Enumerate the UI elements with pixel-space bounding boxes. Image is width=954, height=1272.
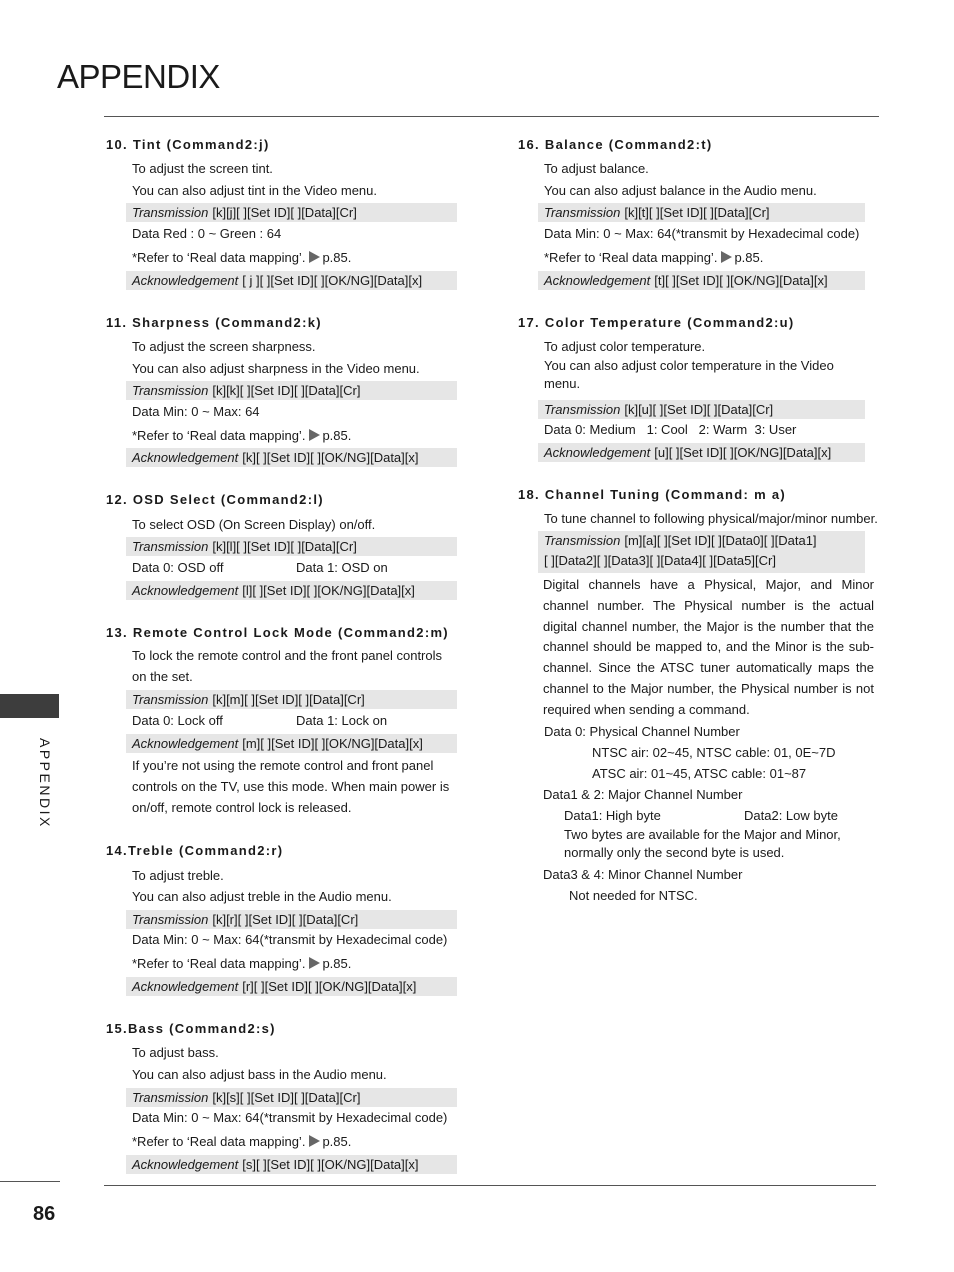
data-item: Data3 & 4: Minor Channel Number (543, 867, 743, 882)
description: To tune channel to following physical/major/minor number. (544, 511, 878, 526)
play-arrow-icon (309, 1135, 320, 1147)
transmission-value: [k][t][ ][Set ID][ ][Data][Cr] (624, 205, 770, 220)
transmission-box (126, 203, 457, 222)
transmission-label: Transmission (132, 539, 209, 554)
transmission-value: [k][u][ ][Set ID][ ][Data][Cr] (624, 402, 774, 417)
data-range: Data Min: 0 ~ Max: 64(*transmit by Hexadecimal code) (132, 932, 448, 947)
refer-page: p.85. (322, 428, 352, 443)
data-item: Data1 & 2: Major Channel Number (543, 787, 743, 802)
data-option: Data 1: OSD on (296, 560, 388, 575)
description: To adjust the screen sharpness. (132, 339, 316, 354)
acknowledgement-label: Acknowledgement (132, 450, 239, 465)
description: To adjust the screen tint. (132, 161, 273, 176)
section-heading: 14.Treble (Command2:r) (106, 843, 284, 858)
description: To adjust treble. (132, 868, 224, 883)
side-label: APPENDIX (37, 738, 53, 829)
refer-note (544, 249, 763, 266)
page-title: APPENDIX (57, 58, 220, 95)
section-heading: 16. Balance (Command2:t) (518, 137, 713, 152)
acknowledgement-value: [s][ ][Set ID][ ][OK/NG][Data][x] (242, 1157, 419, 1172)
refer-text: *Refer to ‘Real data mapping’. (132, 428, 306, 443)
transmission-value: [k][l][ ][Set ID][ ][Data][Cr] (212, 539, 357, 554)
transmission-value: [ ][Data2][ ][Data3][ ][Data4][ ][Data5][Cr] (544, 553, 776, 568)
acknowledgement-label: Acknowledgement (132, 583, 239, 598)
data-range: Data Min: 0 ~ Max: 64(*transmit by Hexadecimal code) (544, 226, 860, 241)
description: You can also adjust color temperature in the Video menu. (544, 358, 834, 391)
refer-note (132, 427, 351, 444)
acknowledgement-box (126, 977, 457, 996)
acknowledgement-value: [l][ ][Set ID][ ][OK/NG][Data][x] (242, 583, 415, 598)
data-option: Data 1: Lock on (296, 713, 388, 728)
refer-text: *Refer to ‘Real data mapping’. (132, 250, 306, 265)
transmission-box (126, 910, 457, 929)
play-arrow-icon (309, 251, 320, 263)
description: You can also adjust balance in the Audio menu. (544, 183, 817, 198)
play-arrow-icon (309, 957, 320, 969)
transmission-value: [k][r][ ][Set ID][ ][Data][Cr] (212, 912, 359, 927)
bottom-rule (104, 1185, 876, 1186)
section-heading: 10. Tint (Command2:j) (106, 137, 270, 152)
data-item-detail: Data1: High byte (564, 808, 661, 823)
description: You can also adjust treble in the Audio menu. (132, 889, 392, 904)
refer-text: *Refer to ‘Real data mapping’. (132, 956, 306, 971)
data-item-detail: ATSC air: 01~45, ATSC cable: 01~87 (592, 766, 807, 781)
description: To select OSD (On Screen Display) on/off. (132, 517, 376, 532)
acknowledgement-label: Acknowledgement (132, 736, 239, 751)
acknowledgement-box (126, 581, 457, 600)
data-option: Data 0: OSD off (132, 560, 224, 575)
transmission-label: Transmission (132, 383, 209, 398)
description: To adjust color temperature. (544, 339, 706, 354)
description: To lock the remote control and the front panel controls on the set. (132, 648, 443, 684)
data-range: Data Min: 0 ~ Max: 64(*transmit by Hexadecimal code) (132, 1110, 448, 1125)
note: If you’re not using the remote control and front panel controls on the TV, use this mode. When main power is on/off, remote control lock is released. (132, 758, 450, 815)
description: To adjust balance. (544, 161, 649, 176)
acknowledgement-box (126, 448, 457, 467)
transmission-label: Transmission (132, 692, 209, 707)
acknowledgement-value: [k][ ][Set ID][ ][OK/NG][Data][x] (242, 450, 419, 465)
acknowledgement-label: Acknowledgement (544, 445, 651, 460)
section-heading: 11. Sharpness (Command2:k) (106, 315, 322, 330)
acknowledgement-box (126, 1155, 457, 1174)
data-options: Data 0: Medium 1: Cool 2: Warm 3: User (544, 422, 797, 437)
transmission-box (538, 203, 865, 222)
transmission-box (126, 381, 457, 400)
description: You can also adjust sharpness in the Video menu. (132, 361, 420, 376)
transmission-value: [k][m][ ][Set ID][ ][Data][Cr] (212, 692, 365, 707)
acknowledgement-value: [m][ ][Set ID][ ][OK/NG][Data][x] (242, 736, 423, 751)
acknowledgement-label: Acknowledgement (132, 273, 239, 288)
section-heading: 17. Color Temperature (Command2:u) (518, 315, 795, 330)
acknowledgement-box (126, 271, 457, 290)
data-item-note: Two bytes are available for the Major and Minor, normally only the second byte is used. (564, 827, 841, 860)
acknowledgement-label: Acknowledgement (544, 273, 651, 288)
section-heading: 15.Bass (Command2:s) (106, 1021, 276, 1036)
description: You can also adjust tint in the Video menu. (132, 183, 378, 198)
transmission-box (126, 537, 457, 556)
acknowledgement-value: [ j ][ ][Set ID][ ][OK/NG][Data][x] (242, 273, 423, 288)
transmission-label: Transmission (544, 402, 621, 417)
data-range: Data Red : 0 ~ Green : 64 (132, 226, 282, 241)
acknowledgement-label: Acknowledgement (132, 1157, 239, 1172)
description: You can also adjust bass in the Audio menu. (132, 1067, 387, 1082)
transmission-box (538, 531, 865, 573)
section-heading: 12. OSD Select (Command2:l) (106, 492, 324, 507)
play-arrow-icon (309, 429, 320, 441)
transmission-box (126, 1088, 457, 1107)
transmission-label: Transmission (132, 1090, 209, 1105)
transmission-value: [k][j][ ][Set ID][ ][Data][Cr] (212, 205, 357, 220)
refer-note (132, 249, 351, 266)
transmission-value: [k][k][ ][Set ID][ ][Data][Cr] (212, 383, 361, 398)
transmission-value: [k][s][ ][Set ID][ ][Data][Cr] (212, 1090, 361, 1105)
transmission-value: [m][a][ ][Set ID][ ][Data0][ ][Data1] (624, 533, 817, 548)
data-range: Data Min: 0 ~ Max: 64 (132, 404, 260, 419)
refer-page: p.85. (734, 250, 764, 265)
acknowledgement-box (126, 734, 457, 753)
transmission-box (538, 400, 865, 419)
paragraph: Digital channels have a Physical, Major, and Minor channel number. The Physical number is the actual digital channel number, the Major is the number that the channel should be mapped to, and the Minor is the sub-channel. Since the ATSC tuner automatically maps the channel to the Major number, the Physical number is not required when sending a command. (543, 577, 874, 717)
transmission-label: Transmission (544, 533, 621, 548)
section-heading: 13. Remote Control Lock Mode (Command2:m) (106, 625, 449, 640)
play-arrow-icon (721, 251, 732, 263)
acknowledgement-box (538, 443, 865, 462)
data-item-detail: Not needed for NTSC. (569, 888, 698, 903)
refer-text: *Refer to ‘Real data mapping’. (544, 250, 718, 265)
transmission-label: Transmission (132, 912, 209, 927)
data-item-detail: Data2: Low byte (744, 808, 838, 823)
top-rule (104, 116, 879, 117)
acknowledgement-label: Acknowledgement (132, 979, 239, 994)
side-tab-marker (0, 694, 59, 718)
transmission-label: Transmission (132, 205, 209, 220)
acknowledgement-box (538, 271, 865, 290)
data-item-detail: NTSC air: 02~45, NTSC cable: 01, 0E~7D (592, 745, 836, 760)
transmission-label: Transmission (544, 205, 621, 220)
left-bottom-rule (0, 1181, 60, 1182)
acknowledgement-value: [r][ ][Set ID][ ][OK/NG][Data][x] (242, 979, 417, 994)
transmission-box (126, 690, 457, 709)
refer-page: p.85. (322, 1134, 352, 1149)
refer-page: p.85. (322, 250, 352, 265)
refer-note (132, 955, 351, 972)
page-number: 86 (33, 1203, 56, 1225)
acknowledgement-value: [t][ ][Set ID][ ][OK/NG][Data][x] (654, 273, 828, 288)
refer-page: p.85. (322, 956, 352, 971)
data-option: Data 0: Lock off (132, 713, 223, 728)
section-heading: 18. Channel Tuning (Command: m a) (518, 487, 787, 502)
refer-note (132, 1133, 351, 1150)
refer-text: *Refer to ‘Real data mapping’. (132, 1134, 306, 1149)
data-item: Data 0: Physical Channel Number (544, 724, 740, 739)
description: To adjust bass. (132, 1045, 219, 1060)
acknowledgement-value: [u][ ][Set ID][ ][OK/NG][Data][x] (654, 445, 832, 460)
